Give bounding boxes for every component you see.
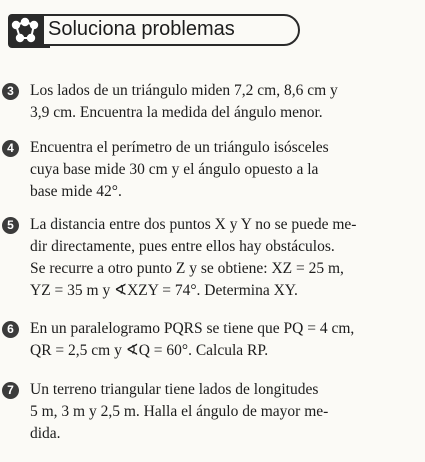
problem-number-badge: 3 xyxy=(2,83,19,100)
problem-number-badge: 4 xyxy=(2,140,19,157)
problem-4 xyxy=(7,137,416,203)
problem-text xyxy=(30,137,416,203)
problem-line: YZ = 35 m y ∢XZY = 74°. Determina XY. xyxy=(30,282,298,299)
section-title: Soluciona problemas xyxy=(48,18,235,40)
problem-line: Se recurre a otro punto Z y se obtiene: XZ = 25 m, xyxy=(30,260,344,277)
problem-line: cuya base mide 30 cm y el ángulo opuesto a la xyxy=(30,161,319,178)
problem-text xyxy=(30,80,416,124)
problem-text xyxy=(30,214,416,302)
problem-line: Un terreno triangular tiene lados de longitudes xyxy=(30,381,319,398)
problem-line: En un paralelogramo PQRS se tiene que PQ = 4 cm, xyxy=(30,320,355,337)
problem-line: Encuentra el perímetro de un triángulo isósceles xyxy=(30,139,329,156)
problem-7 xyxy=(7,379,416,445)
section-header xyxy=(6,14,306,48)
problem-line: 5 m, 3 m y 2,5 m. Halla el ángulo de mayor me- xyxy=(30,403,329,420)
problem-line: La distancia entre dos puntos X y Y no se puede me- xyxy=(30,216,357,233)
problem-3 xyxy=(7,80,416,124)
problem-line: dir directamente, pues entre ellos hay obstáculos. xyxy=(30,238,335,255)
problem-number-badge: 7 xyxy=(2,382,19,399)
molecule-icon xyxy=(8,14,42,48)
problem-number-badge: 5 xyxy=(2,217,19,234)
problem-text xyxy=(30,318,416,362)
problem-5 xyxy=(7,214,416,302)
problem-text xyxy=(30,379,416,445)
problem-6 xyxy=(7,318,416,362)
problem-line: 3,9 cm. Encuentra la medida del ángulo menor. xyxy=(30,104,323,121)
problem-line: dida. xyxy=(30,425,61,442)
problem-line: Los lados de un triángulo miden 7,2 cm, 8,6 cm y xyxy=(30,82,338,99)
problem-number-badge: 6 xyxy=(2,321,19,338)
problem-line: QR = 2,5 cm y ∢Q = 60°. Calcula RP. xyxy=(30,342,269,359)
problem-line: base mide 42°. xyxy=(30,183,122,200)
